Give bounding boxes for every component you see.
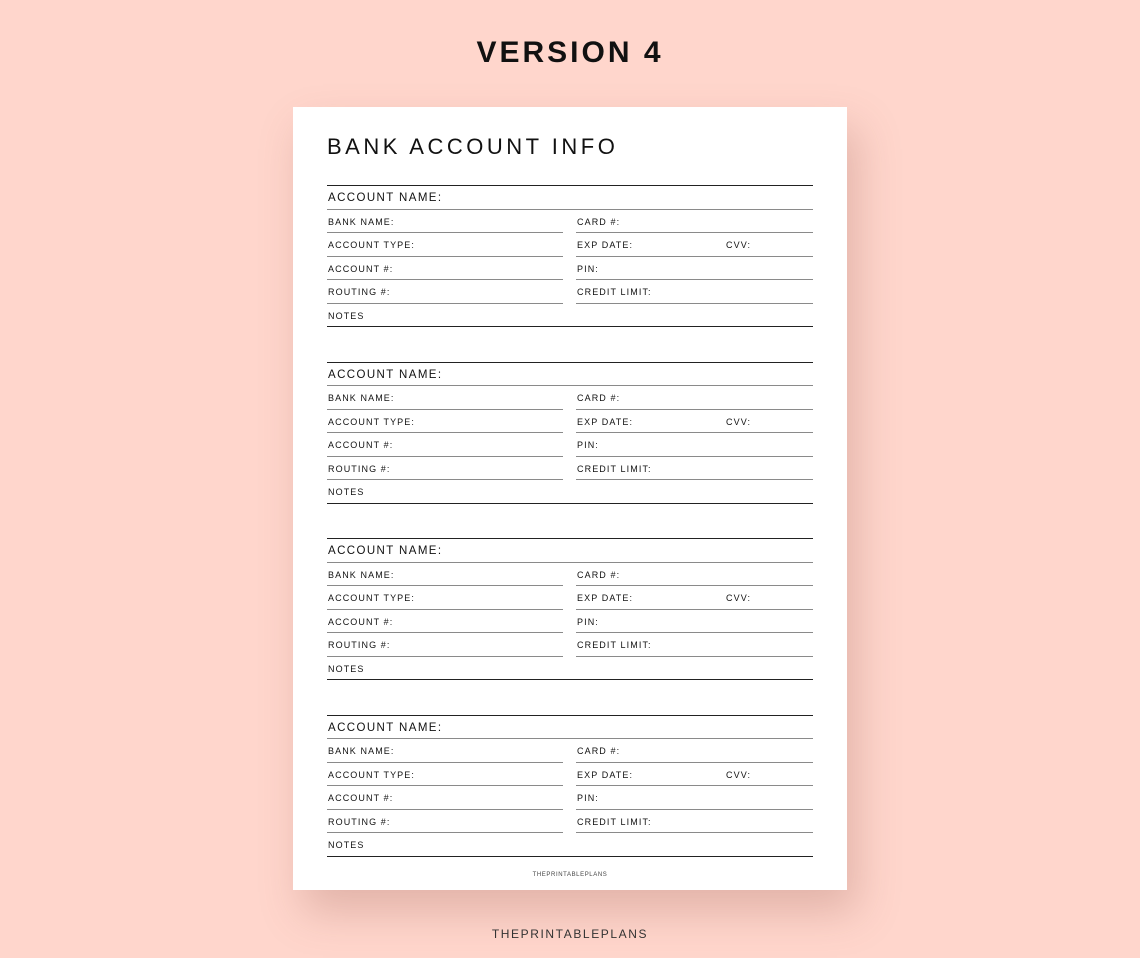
notes-row[interactable] [327,657,813,681]
account-block [327,185,813,327]
account-name-row[interactable] [327,186,813,210]
field-row [327,210,813,234]
account-block [327,362,813,504]
field-row [327,633,813,657]
account-block [327,715,813,857]
credit-limit-label: CREDIT LIMIT: [577,463,652,474]
pin-field[interactable] [576,433,813,457]
notes-row[interactable] [327,304,813,328]
account-type-label: ACCOUNT TYPE: [328,593,415,603]
field-row [327,586,813,610]
account-number-label: ACCOUNT #: [328,263,394,274]
field-row [327,610,813,634]
field-row [327,810,813,834]
field-row [327,386,813,410]
field-row [327,457,813,481]
card-number-label: CARD #: [577,746,621,756]
field-row [327,280,813,304]
field-row [327,563,813,587]
exp-date-label: EXP DATE: [577,769,634,780]
account-type-label: ACCOUNT TYPE: [328,240,415,250]
pin-label: PIN: [577,440,599,450]
page-heading: VERSION 4 [476,36,664,69]
notes-label: NOTES [328,840,365,850]
field-row [327,433,813,457]
cvv-label: CVV: [726,240,752,250]
brand-caption: THEPRINTABLEPLANS [491,927,649,941]
sheet-title: BANK ACCOUNT INFO [327,134,619,159]
bank-name-label: BANK NAME: [328,216,395,227]
account-type-label: ACCOUNT TYPE: [328,769,415,780]
account-number-label: ACCOUNT #: [328,793,394,803]
cvv-label: CVV: [726,769,752,780]
bank-name-label: BANK NAME: [328,746,395,756]
pin-label: PIN: [577,616,599,627]
routing-number-label: ROUTING #: [328,640,391,650]
credit-limit-label: CREDIT LIMIT: [577,816,652,827]
pin-label: PIN: [577,263,599,274]
card-number-label: CARD #: [577,216,621,227]
account-name-label: ACCOUNT NAME: [328,545,443,557]
account-number-label: ACCOUNT #: [328,616,394,627]
notes-label: NOTES [328,310,365,321]
account-name-label: ACCOUNT NAME: [328,192,443,204]
field-row [327,763,813,787]
account-block [327,538,813,680]
pin-field[interactable] [576,257,813,281]
pin-label: PIN: [577,793,599,803]
printable-sheet [293,107,847,890]
bank-name-label: BANK NAME: [328,393,395,403]
notes-row[interactable] [327,833,813,857]
account-name-row[interactable] [327,716,813,740]
exp-date-label: EXP DATE: [577,240,634,250]
field-row [327,257,813,281]
routing-number-label: ROUTING #: [328,287,391,297]
sheet-footer: THEPRINTABLEPLANS [532,872,608,878]
card-number-label: CARD #: [577,393,621,403]
field-row [327,786,813,810]
exp-date-label: EXP DATE: [577,416,634,427]
bank-name-label: BANK NAME: [328,569,395,580]
notes-label: NOTES [328,487,365,497]
exp-date-label: EXP DATE: [577,593,634,603]
account-type-label: ACCOUNT TYPE: [328,416,415,427]
notes-row[interactable] [327,480,813,504]
account-name-row[interactable] [327,539,813,563]
field-row [327,739,813,763]
cvv-label: CVV: [726,416,752,427]
cvv-label: CVV: [726,593,752,603]
account-name-label: ACCOUNT NAME: [328,721,443,734]
credit-limit-label: CREDIT LIMIT: [577,287,652,297]
account-name-row[interactable] [327,363,813,387]
account-name-label: ACCOUNT NAME: [328,368,443,381]
routing-number-label: ROUTING #: [328,463,391,474]
account-number-label: ACCOUNT #: [328,440,394,450]
field-row [327,410,813,434]
credit-limit-label: CREDIT LIMIT: [577,640,652,650]
pin-field[interactable] [576,786,813,810]
card-number-label: CARD #: [577,569,621,580]
notes-label: NOTES [328,663,365,674]
routing-number-label: ROUTING #: [328,816,391,827]
pin-field[interactable] [576,610,813,634]
field-row [327,233,813,257]
